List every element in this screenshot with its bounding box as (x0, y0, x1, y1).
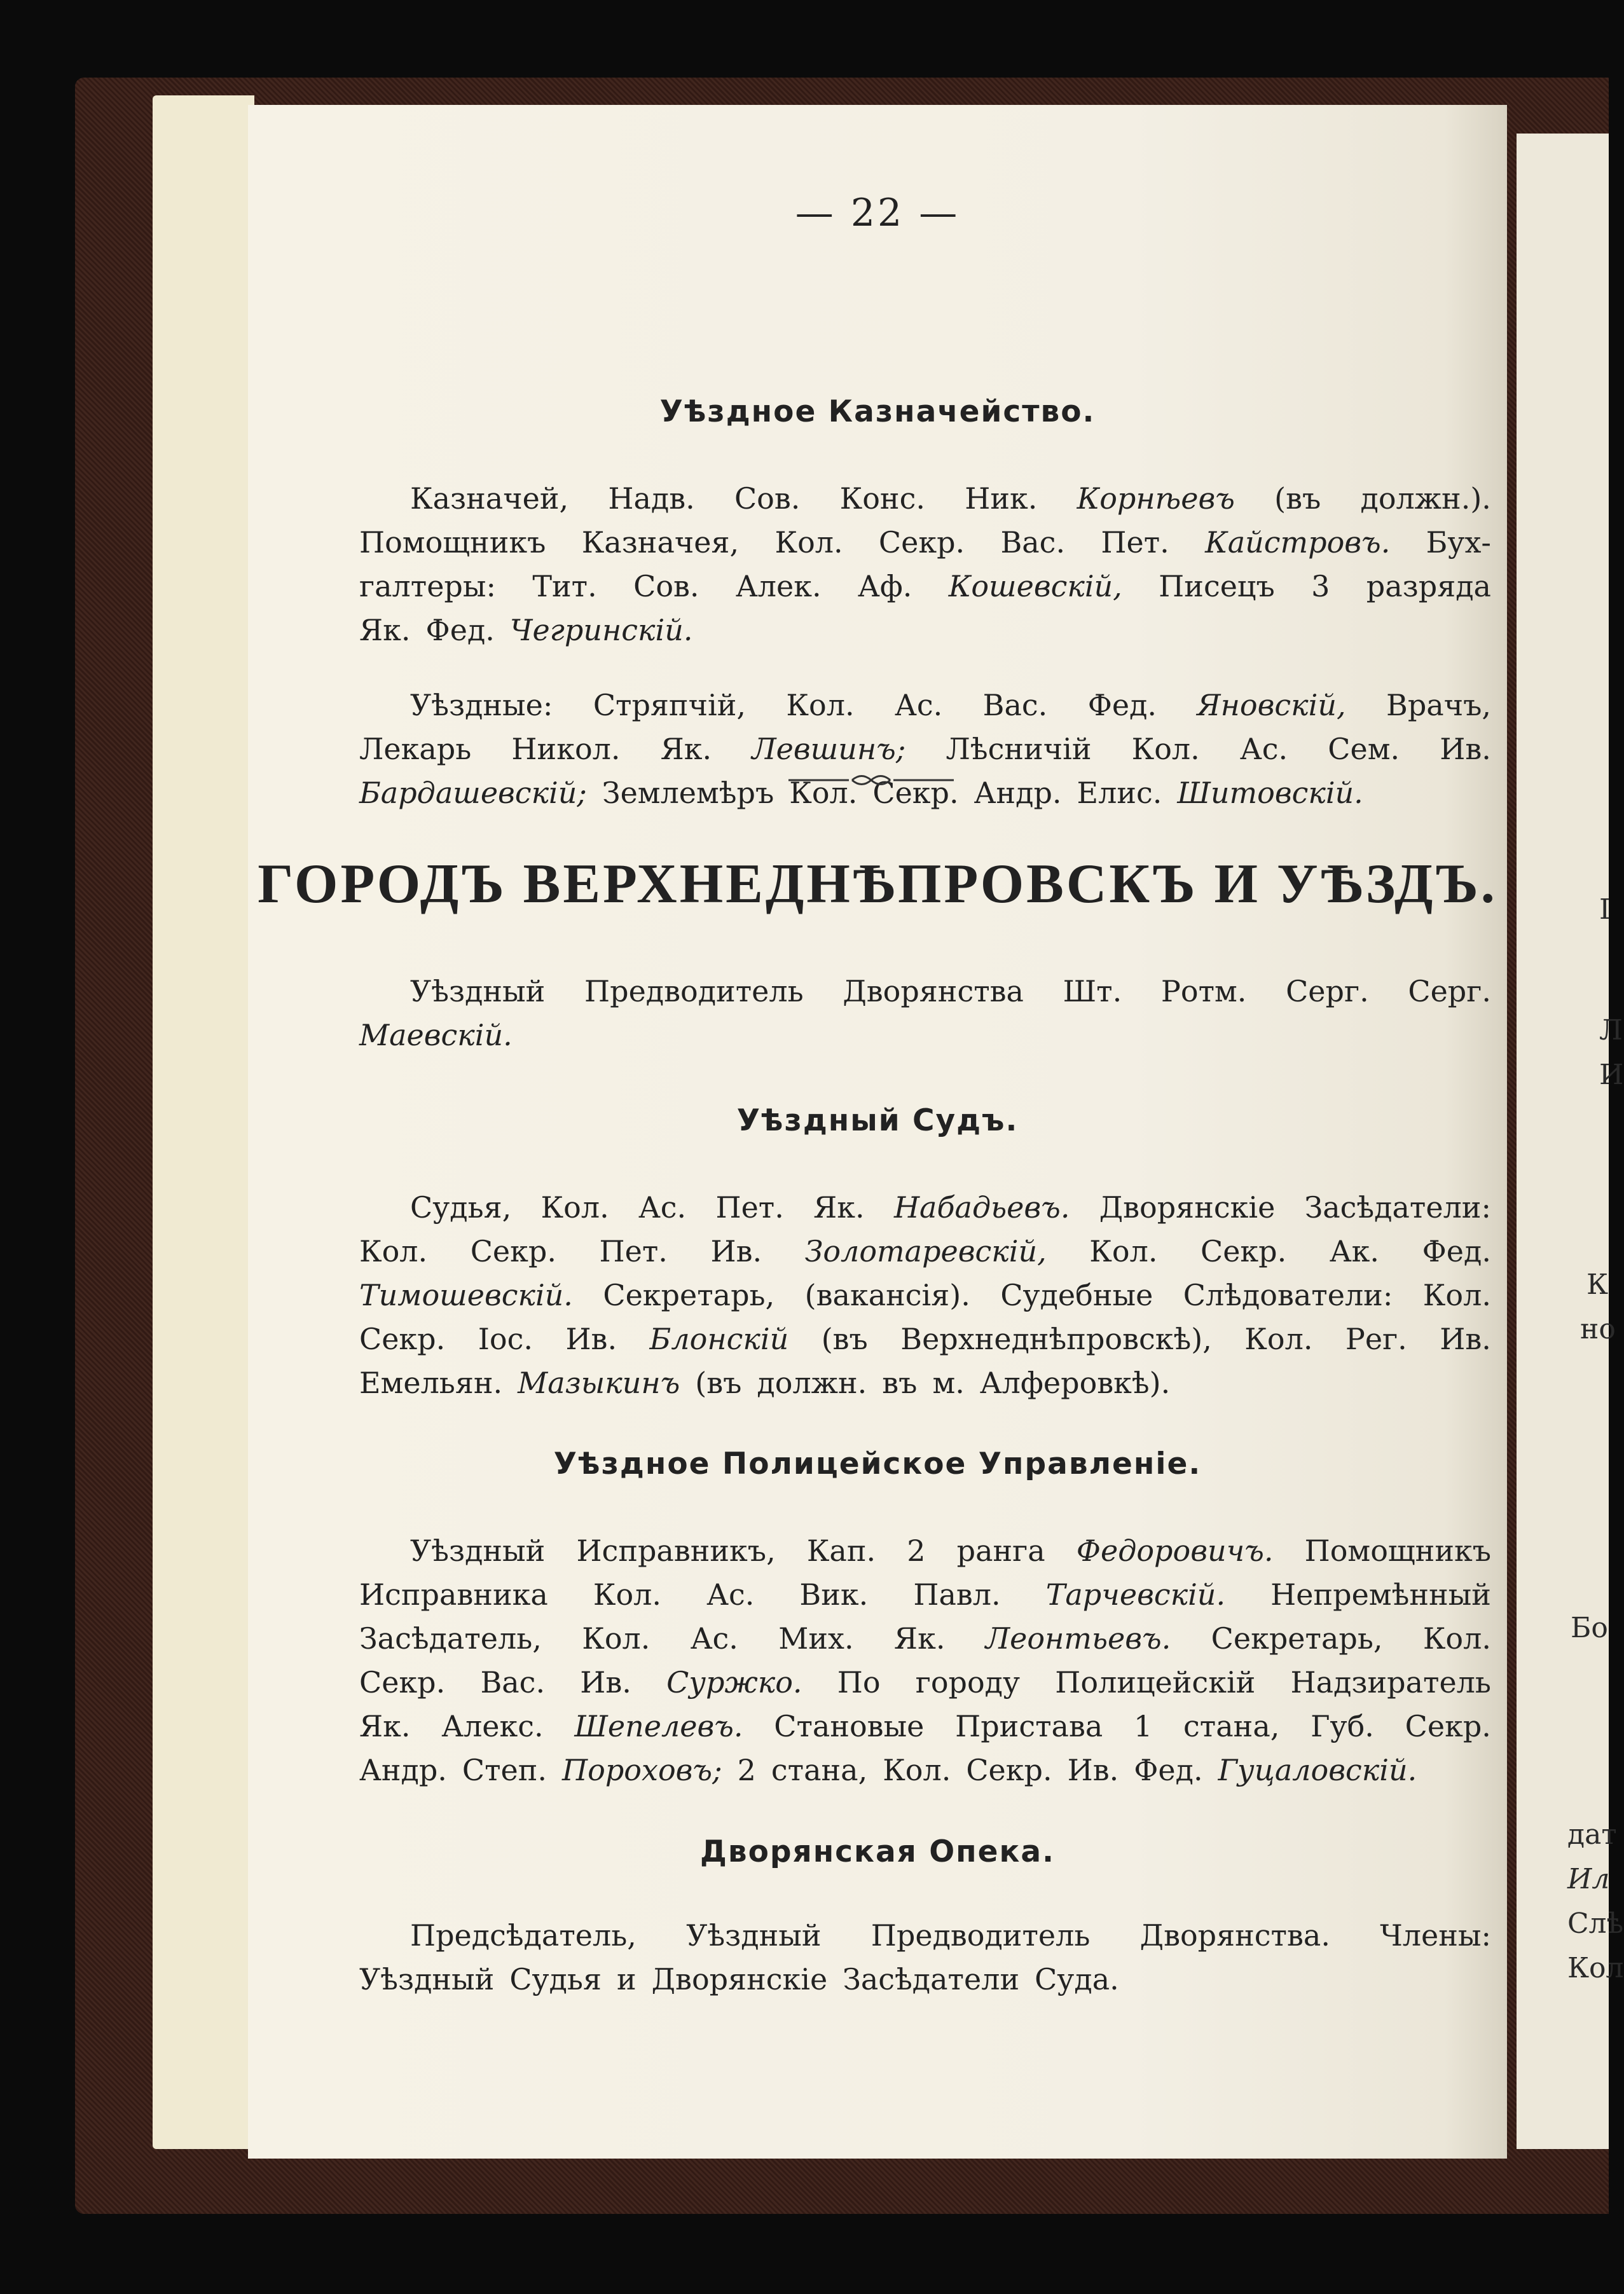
next-page-edge (1517, 134, 1624, 2149)
word: Ив. (1440, 732, 1491, 766)
city-title: ГОРОДЪ ВЕРХНЕДНѢПРОВСКЪ И УѢЗДЪ. (258, 853, 1497, 915)
word: Уѣздный (410, 1534, 546, 1568)
word: стана, (771, 1753, 868, 1787)
word: Никол. (511, 732, 621, 766)
text-line (359, 1573, 1491, 1617)
word: въ (882, 1366, 918, 1400)
text-line (359, 521, 1491, 565)
word: Шт. (1063, 974, 1122, 1008)
text-line (359, 1914, 1491, 1958)
word: Ив. (565, 1322, 617, 1356)
word: Тит. (532, 569, 597, 603)
text-line (359, 477, 1491, 521)
word: Фед. (425, 613, 495, 647)
word: Набадьевъ. (893, 1190, 1070, 1225)
word: 2 (907, 1534, 926, 1568)
word: Кол. (883, 1753, 951, 1787)
word: ранга (956, 1534, 1045, 1568)
word: Фед. (1087, 688, 1157, 722)
word: Фед. (1134, 1753, 1203, 1787)
word: Полицейскій (1055, 1665, 1256, 1700)
word: Слѣдователи: (1183, 1278, 1393, 1312)
section-title-kaznacheystvo: Уѣздное Казначейство. (659, 394, 1096, 429)
word: Пет. (1101, 525, 1169, 560)
section-title-opeka: Дворянская Опека. (700, 1834, 1055, 1869)
text-line (359, 1013, 1491, 1057)
next-page-fragment: но (1580, 1313, 1616, 1345)
next-page-fragment: Ил (1567, 1863, 1610, 1895)
word: Кол. (359, 1234, 428, 1268)
word: Стряпчій, (593, 688, 746, 722)
word: Як. (893, 1621, 946, 1656)
word: Секр. (359, 1322, 446, 1356)
word: Секр. (878, 525, 965, 560)
ornament-divider (788, 771, 954, 790)
word: Ас. (706, 1577, 755, 1612)
paragraph-sud (359, 1186, 1491, 1405)
word: Казначея, (581, 525, 740, 560)
word: Вас. (982, 688, 1048, 722)
next-page-fragment: Бо (1571, 1612, 1608, 1644)
word: Исправника (359, 1577, 548, 1612)
word: Предводитель (584, 974, 804, 1008)
word: Ак. (1329, 1234, 1380, 1268)
word: Левшинъ; (752, 732, 906, 766)
next-page-fragment: дат (1567, 1818, 1617, 1851)
word: 2 (737, 1753, 756, 1787)
word: Бардашевскій; (359, 776, 587, 810)
text-line (359, 727, 1491, 771)
word: Секретарь, (1211, 1621, 1383, 1656)
word: Секр. (1201, 1234, 1287, 1268)
word: Кол. (774, 525, 843, 560)
word: Вик. (799, 1577, 869, 1612)
word: Золотаревскій, (804, 1234, 1047, 1268)
word: Дворянскіе (1099, 1190, 1276, 1225)
word: Кап. (806, 1534, 876, 1568)
page-number: — 22 — (795, 191, 960, 235)
word: Бух- (1426, 525, 1491, 560)
next-page-fragment: Кол (1567, 1952, 1624, 1984)
word: Павл. (913, 1577, 1001, 1612)
word: Аф. (857, 569, 912, 603)
word: Фед. (1422, 1234, 1491, 1268)
word: Тимошевскій. (359, 1278, 573, 1312)
text-line (359, 1230, 1491, 1274)
word: Землемѣръ (602, 776, 774, 810)
word: Пет. (715, 1190, 784, 1225)
word: Уѣздный (359, 1962, 495, 1996)
word: Лекарь (359, 732, 472, 766)
word: Суржко. (666, 1665, 802, 1700)
word: Ротм. (1160, 974, 1247, 1008)
word: Елис. (1077, 776, 1162, 810)
word: Секр. (1405, 1709, 1491, 1743)
word: Секретарь, (603, 1278, 775, 1312)
word: Алекс. (441, 1709, 544, 1743)
text-line (359, 1748, 1491, 1792)
word: (въ (695, 1366, 742, 1400)
word: Секр. (872, 776, 959, 810)
word: Врачъ, (1386, 688, 1491, 722)
word: Верхнеднѣпровскѣ), (900, 1322, 1212, 1356)
word: Сем. (1328, 732, 1400, 766)
word: Ив. (580, 1665, 631, 1700)
word: Кол. (786, 688, 855, 722)
word: Помощникъ (1304, 1534, 1491, 1568)
word: Кол. (1422, 1621, 1491, 1656)
word: Алек. (735, 569, 822, 603)
word: Мих. (778, 1621, 854, 1656)
word: Федоровичъ. (1076, 1534, 1274, 1568)
word: Сов. (734, 481, 801, 516)
word: Корнѣевъ (1077, 481, 1235, 516)
word: (вакансія). (804, 1278, 970, 1312)
word: Вас. (480, 1665, 546, 1700)
word: По (837, 1665, 881, 1700)
word: Пороховъ; (562, 1753, 722, 1787)
word: Становые (774, 1709, 925, 1743)
word: Як. (359, 1709, 411, 1743)
word: Кол. (1131, 732, 1200, 766)
paragraph-uezdnye-officials (359, 683, 1491, 815)
word: Алферовкѣ). (979, 1366, 1171, 1400)
word: (въ (1274, 481, 1321, 516)
next-page-fragment: Слѣ (1567, 1907, 1624, 1940)
word: Чегринскій. (509, 613, 693, 647)
word: (въ (821, 1322, 868, 1356)
word: должн.). (1360, 481, 1491, 516)
next-page-fragment: Л (1599, 1014, 1623, 1047)
word: Сов. (633, 569, 699, 603)
next-page-fragment: I (1599, 893, 1611, 926)
word: Судебные (1000, 1278, 1153, 1312)
word: должн. (757, 1366, 867, 1400)
word: Пет. (599, 1234, 668, 1268)
word: Непремѣнный (1270, 1577, 1491, 1612)
word: и (616, 1962, 637, 1996)
paragraph-opeka (359, 1914, 1491, 2002)
text-line (359, 1317, 1491, 1361)
text-line (359, 970, 1491, 1013)
word: Андр. (359, 1753, 447, 1787)
word: Кол. (1244, 1322, 1313, 1356)
word: Кол. (1089, 1234, 1158, 1268)
word: городу (915, 1665, 1021, 1700)
text-line (359, 1186, 1491, 1230)
word: Дворянства (843, 974, 1024, 1008)
word: Уѣздный (410, 974, 546, 1008)
word: Конс. (839, 481, 925, 516)
word: Шепелевъ. (574, 1709, 743, 1743)
word: Степ. (462, 1753, 547, 1787)
word: Судья, (410, 1190, 512, 1225)
word: Тарчевскій. (1045, 1577, 1226, 1612)
word: Дворянства. (1139, 1918, 1330, 1953)
word: Як. (660, 732, 712, 766)
word: Ас. (638, 1190, 687, 1225)
word: Секр. (966, 1753, 1052, 1787)
word: Кол. (593, 1577, 662, 1612)
word: Писецъ (1159, 569, 1275, 603)
word: Гуцаловскій. (1218, 1753, 1417, 1787)
word: Судья (509, 1962, 602, 1996)
word: Яновскій, (1197, 688, 1346, 722)
word: Кошевскій, (948, 569, 1122, 603)
word: Серг. (1286, 974, 1369, 1008)
paragraph-kaznacheystvo (359, 477, 1491, 652)
text-line (359, 1661, 1491, 1705)
paragraph-police (359, 1529, 1491, 1792)
word: 3 (1311, 569, 1330, 603)
word: Исправникъ, (576, 1534, 776, 1568)
word: Губ. (1311, 1709, 1374, 1743)
word: Помощникъ (359, 525, 546, 560)
word: Серг. (1408, 974, 1491, 1008)
text-line (359, 565, 1491, 608)
word: Мазыкинъ (518, 1366, 680, 1400)
word: разряда (1366, 569, 1491, 603)
word: Кол. (540, 1190, 609, 1225)
word: Надзиратель (1290, 1665, 1491, 1700)
text-line (359, 1617, 1491, 1661)
word: Ив. (1067, 1753, 1119, 1787)
word: Кайстровъ. (1205, 525, 1391, 560)
word: Кол. (789, 776, 858, 810)
word: Ив. (710, 1234, 762, 1268)
word: Секр. (470, 1234, 556, 1268)
word: Секр. (359, 1665, 446, 1700)
word: Казначей, (410, 481, 569, 516)
word: Кол. (1422, 1278, 1491, 1312)
word: Вас. (1000, 525, 1066, 560)
word: Ас. (1239, 732, 1288, 766)
word: Предводитель (870, 1918, 1091, 1953)
word: Пристава (955, 1709, 1103, 1743)
word: Як. (813, 1190, 865, 1225)
word: Засѣдатели: (1304, 1190, 1491, 1225)
text-line (359, 683, 1491, 727)
text-line (359, 1529, 1491, 1573)
book-page (248, 105, 1507, 2159)
text-line (359, 1958, 1491, 2002)
word: Уѣздный (686, 1918, 822, 1953)
word: м. (932, 1366, 965, 1400)
word: Ив. (1440, 1322, 1491, 1356)
section-title-sud: Уѣздный Судъ. (736, 1103, 1019, 1138)
word: галтеры: (359, 569, 496, 603)
word: 1 (1134, 1709, 1153, 1743)
word: Маевскій. (359, 1018, 513, 1052)
word: Леонтьевъ. (985, 1621, 1171, 1656)
word: Блонскій (649, 1322, 789, 1356)
section-title-police: Уѣздное Полицейское Управленіе. (553, 1446, 1202, 1481)
word: Кол. (582, 1621, 650, 1656)
word: Предсѣдатель, (410, 1918, 637, 1953)
word: Засѣдатель, (359, 1621, 542, 1656)
word: Як. (359, 613, 411, 647)
paragraph-predvoditel (359, 970, 1491, 1057)
word: Шитовскій. (1177, 776, 1363, 810)
word: Рег. (1345, 1322, 1407, 1356)
next-page-fragment: К (1586, 1268, 1609, 1301)
text-line (359, 1361, 1491, 1405)
word: Лѣсничій (946, 732, 1092, 766)
word: Члены: (1380, 1918, 1491, 1953)
word: стана, (1183, 1709, 1280, 1743)
word: Ник. (965, 481, 1038, 516)
word: Уѣздные: (410, 688, 553, 722)
text-line (359, 608, 1491, 652)
text-line (359, 1705, 1491, 1748)
word: Ас. (690, 1621, 738, 1656)
previous-page-edge (153, 95, 254, 2149)
word: Іос. (478, 1322, 533, 1356)
next-page-fragment: И (1599, 1059, 1624, 1091)
word: Андр. (974, 776, 1062, 810)
text-line (359, 1274, 1491, 1317)
word: Емельян. (359, 1366, 503, 1400)
word: Дворянскіе (651, 1962, 828, 1996)
word: Засѣдатели (843, 1962, 1020, 1996)
word: Ас. (894, 688, 943, 722)
word: Надв. (608, 481, 695, 516)
word: Суда. (1035, 1962, 1119, 1996)
